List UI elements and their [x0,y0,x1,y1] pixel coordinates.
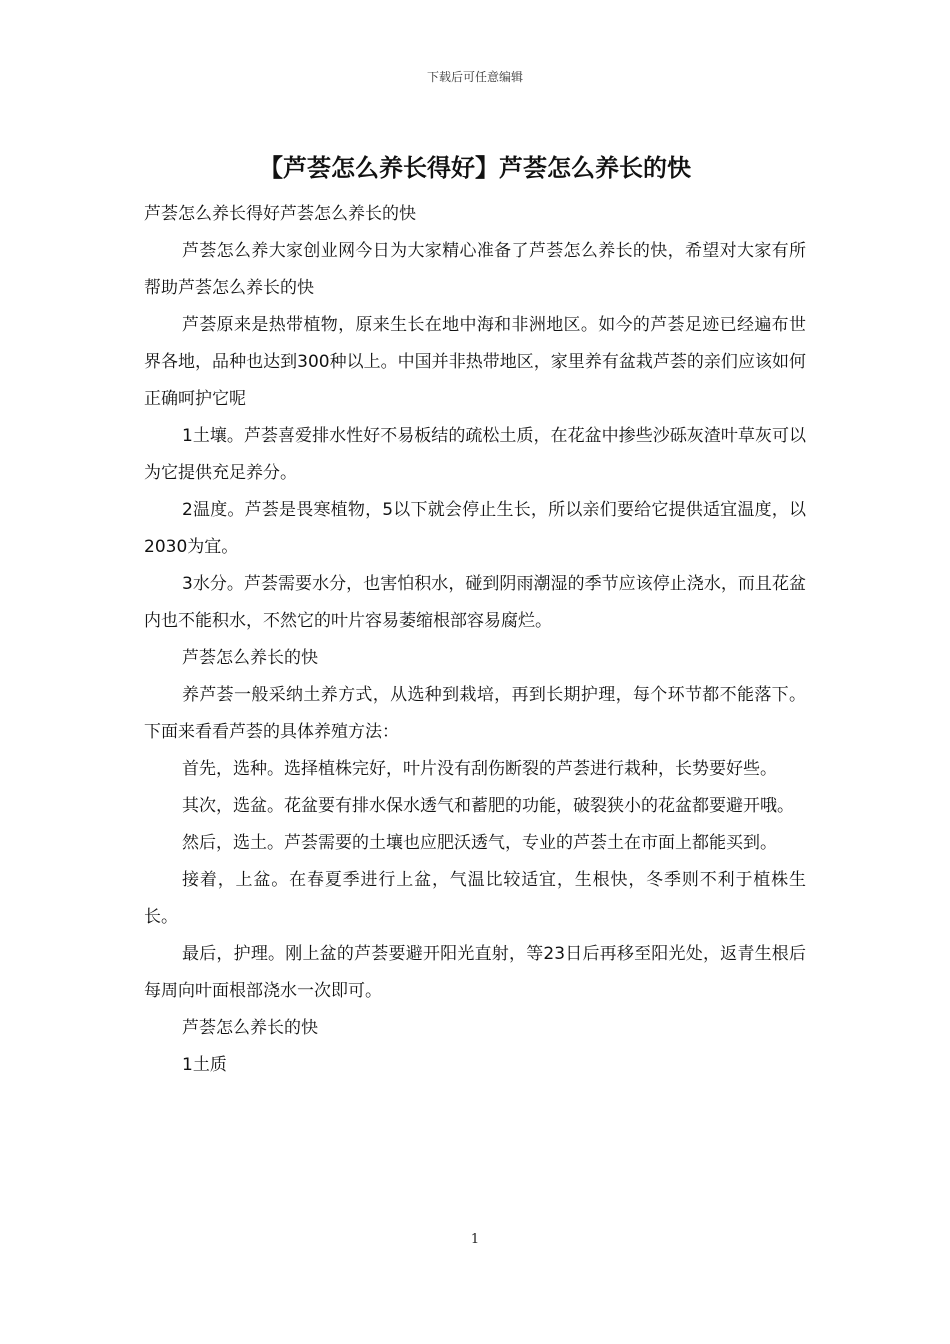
paragraph: 接着，上盆。在春夏季进行上盆，气温比较适宜，生根快，冬季则不利于植株生长。 [144,870,806,927]
section-heading: 芦荟怎么养长的快 [182,648,318,668]
paragraph: 其次，选盆。花盆要有排水保水透气和蓄肥的功能，破裂狭小的花盆都要避开哦。 [182,796,794,816]
paragraph: 2温度。芦荟是畏寒植物，5以下就会停止生长，所以亲们要给它提供适宜温度，以2030为宜。 [144,500,806,557]
document-body [144,196,806,1084]
header-note: 下载后可任意编辑 [426,70,523,84]
paragraph: 芦荟怎么养长得好芦荟怎么养长的快 [144,204,416,224]
paragraph: 1土质 [182,1055,227,1075]
paragraph: 芦荟原来是热带植物，原来生长在地中海和非洲地区。如今的芦荟足迹已经遍布世界各地，品种也达到300种以上。中国并非热带地区，家里养有盆栽芦荟的亲们应该如何正确呵护它呢 [144,315,806,409]
paragraph: 3水分。芦荟需要水分，也害怕积水，碰到阴雨潮湿的季节应该停止浇水，而且花盆内也不能积水，不然它的叶片容易萎缩根部容易腐烂。 [144,574,806,631]
paragraph: 然后，选土。芦荟需要的土壤也应肥沃透气，专业的芦荟土在市面上都能买到。 [182,833,777,853]
page-number: 1 [470,1232,480,1247]
document-title: 【芦荟怎么养长得好】芦荟怎么养长的快 [259,154,691,182]
paragraph: 芦荟怎么养大家创业网今日为大家精心准备了芦荟怎么养长的快，希望对大家有所帮助芦荟怎么养长的快 [144,241,806,298]
paragraph: 养芦荟一般采纳土养方式，从选种到栽培，再到长期护理，每个环节都不能落下。下面来看看芦荟的具体养殖方法： [144,685,806,742]
section-heading: 芦荟怎么养长的快 [182,1018,318,1038]
paragraph: 最后，护理。刚上盆的芦荟要避开阳光直射，等23日后再移至阳光处，返青生根后每周向叶面根部浇水一次即可。 [144,944,806,1001]
paragraph: 首先，选种。选择植株完好，叶片没有刮伤断裂的芦荟进行栽种，长势要好些。 [182,759,777,779]
paragraph: 1土壤。芦荟喜爱排水性好不易板结的疏松土质，在花盆中掺些沙砾灰渣叶草灰可以为它提供充足养分。 [144,426,806,483]
